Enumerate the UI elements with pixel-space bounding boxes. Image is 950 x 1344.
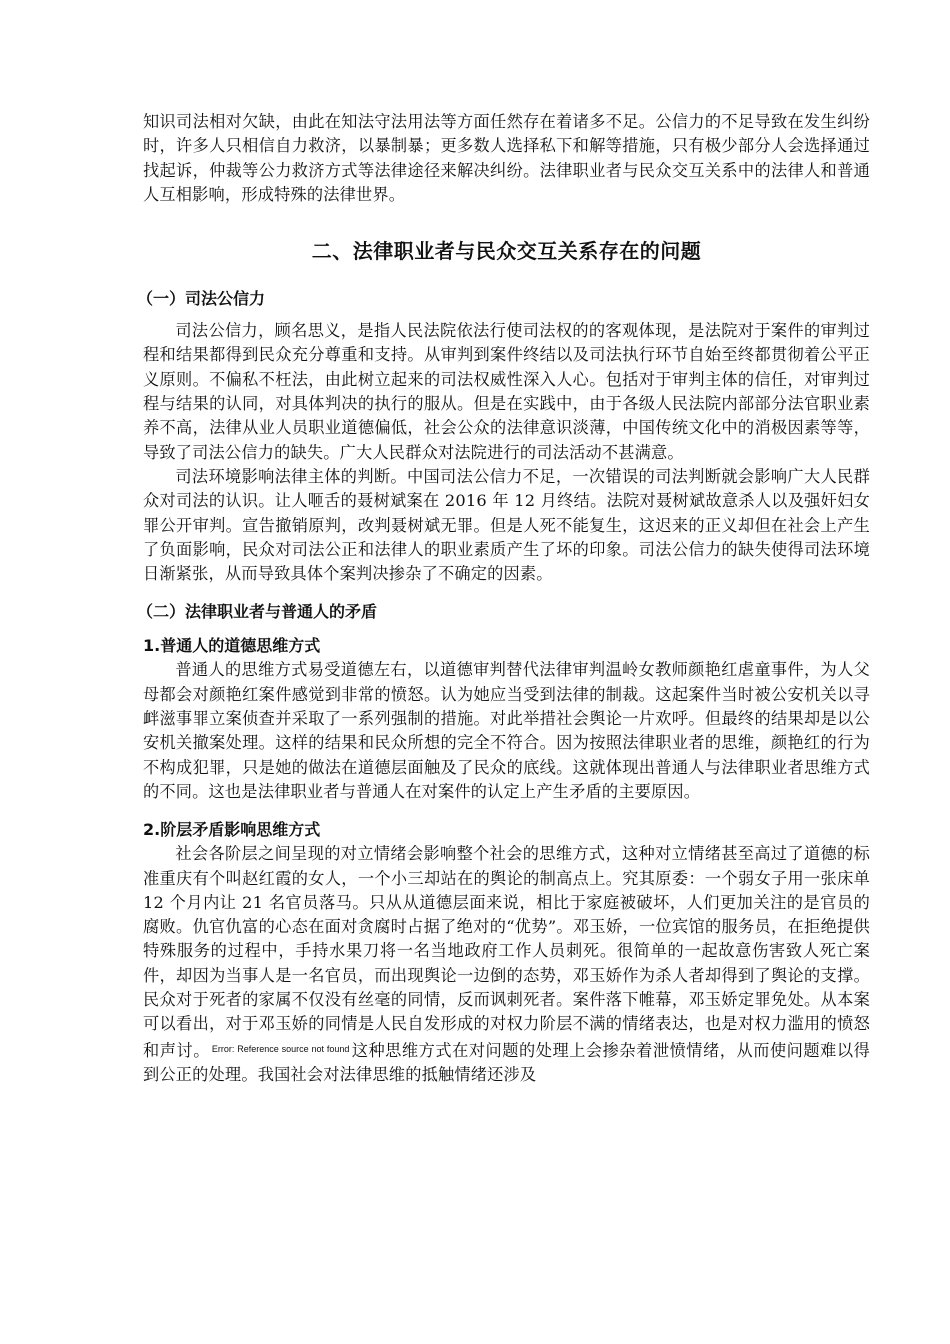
moral-thinking-paragraph: 普通人的思维方式易受道德左右，以道德审判替代法律审判温岭女教师颜艳红虐童事件，为人父母都会对颜艳红案件感觉到非常的愤怒。认为她应当受到法律的制裁。这起案件当时被公安机关以寻衅滋事罪立案侦查并采取了一系列强制的措施。对此举措社会舆论一片欢呼。但最终的结果却是以公安机关撤案处理。这样的结果和民众所想的完全不符合。因为按照法律职业者的思维，颜艳红的行为不构成犯罪，只是她的做法在道德层面触及了民众的底线。这就体现出普通人与法律职业者思维方式的不同。这也是法律职业者与普通人在对案件的认定上产生矛盾的主要原因。 <box>143 660 870 801</box>
subsection-heading-conflict: （二）法律职业者与普通人的矛盾 <box>137 602 378 622</box>
class-conflict-text-before: 社会各阶层之间呈现的对立情绪会影响整个社会的思维方式，这种对立情绪甚至高过了道德的标准重庆有个叫赵红霞的女人，一个小三却站在的舆论的制高点上。究其原委：一个弱女子用一张床单 12 个月内让 21 名官员落马。只从从道德层面来说，相比于家庭被破坏，人们更加关注的是官员的腐败。仇官仇富的心态在面对贪腐时占据了绝对的“优势”。邓玉娇，一位宾馆的服务员，在拒绝提供特殊服务的过程中，手持水果刀将一名当地政府工作人员刺死。很简单的一起故意伤害致人死亡案件，却因为当事人是一名官员，而出现舆论一边倒的态势，邓玉娇作为杀人者却得到了舆论的支撑。民众对于死者的家属不仅没有丝毫的同情，反而讽刺死者。案件落下帷幕，邓玉娇定罪免处。从本案可以看出，对于邓玉娇的同情是人民自发形成的对权力阶层不满的情绪表达，也是对权力滥用的愤怒和声讨。 <box>143 844 870 1060</box>
item-heading-class-conflict: 2.阶层矛盾影响思维方式 <box>143 820 321 840</box>
reference-error-note: Error: Reference source not found <box>211 1043 350 1054</box>
page-content <box>137 110 870 1087</box>
item-heading-moral-thinking: 1.普通人的道德思维方式 <box>143 636 321 656</box>
class-conflict-paragraph <box>143 842 870 1087</box>
subsection-heading-credibility: （一）司法公信力 <box>137 289 266 309</box>
credibility-paragraph-2: 司法环境影响法律主体的判断。中国司法公信力不足，一次错误的司法判断就会影响广大人民群众对司法的认识。让人咂舌的聂树斌案在 2016 年 12 月终结。法院对聂树斌故意杀人以及强奸妇女罪公开审判。宣告撤销原判，改判聂树斌无罪。但是人死不能复生，这迟来的正义却但在社会上产生了负面影响，民众对司法公正和法律人的职业素质产生了坏的印象。司法公信力的缺失使得司法环境日渐紧张，从而导致具体个案判决掺杂了不确定的因素。 <box>143 466 870 584</box>
class-conflict-text-after: 这种思维方式在对问题的处理上会掺杂着泄愤情绪，从而使问题难以得到公正的处理。我国社会对法律思维的抵触情绪还涉及 <box>143 1040 870 1084</box>
intro-paragraph: 知识司法相对欠缺，由此在知法守法用法等方面任然存在着诸多不足。公信力的不足导致在发生纠纷时，许多人只相信自力救济，以暴制暴；更多数人选择私下和解等措施，只有极少部分人会选择通过找起诉，仲裁等公力救济方式等法律途径来解决纠纷。法律职业者与民众交互关系中的法律人和普通人互相影响，形成特殊的法律世界。 <box>143 112 870 204</box>
section-heading: 二、法律职业者与民众交互关系存在的问题 <box>311 239 702 264</box>
credibility-paragraph-1: 司法公信力，顾名思义，是指人民法院依法行使司法权的的客观体现，是法院对于案件的审判过程和结果都得到民众充分尊重和支持。从审判到案件终结以及司法执行环节自始至终都贯彻着公平正义原则。不偏私不枉法，由此树立起来的司法权威性深入人心。包括对于审判主体的信任，对审判过程与结果的认同，对具体判决的执行的服从。但是在实践中，由于各级人民法院内部部分法官职业素养不高，法律从业人员职业道德偏低，社会公众的法律意识淡薄，中国传统文化中的消极因素等等，导致了司法公信力的缺失。广大人民群众对法院进行的司法活动不甚满意。 <box>143 321 870 462</box>
